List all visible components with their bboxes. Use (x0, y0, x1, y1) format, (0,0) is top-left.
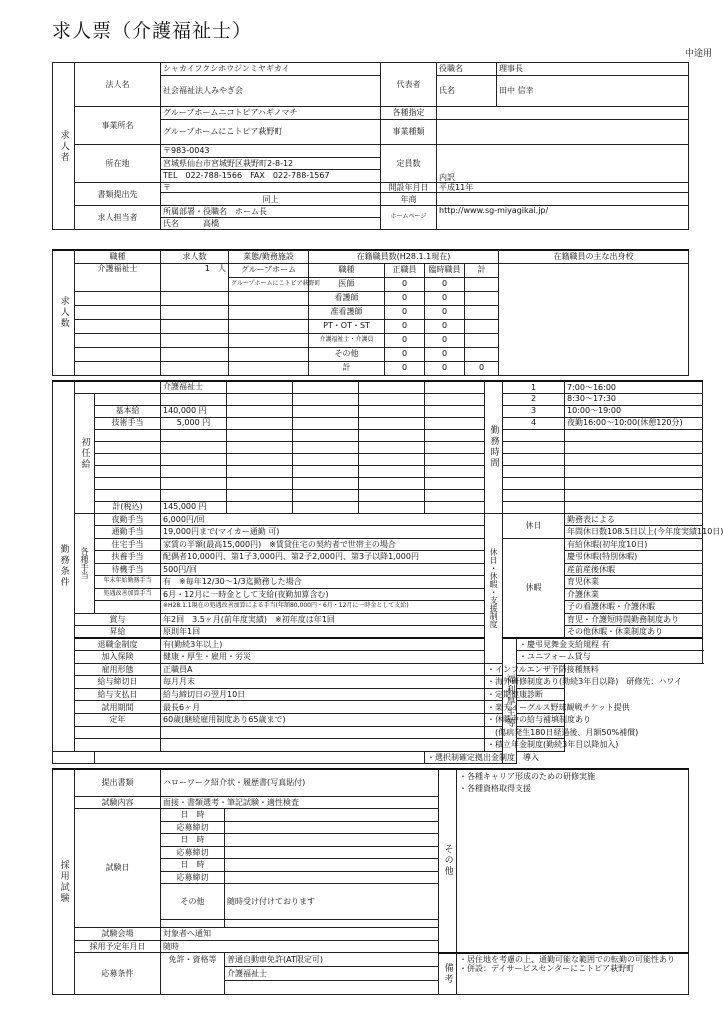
start-value: 随時 (161, 940, 439, 953)
capacity-value: 内訳 (437, 145, 689, 183)
staff-row-total (465, 305, 499, 319)
address-label: 所在地 (75, 145, 161, 183)
homepage-link[interactable]: http://www.sg-miyagikai.jp/ (437, 206, 689, 230)
exam-date-row: 応募締切 (161, 871, 225, 884)
welfare-line: ・休職中の給与補填制度あり (485, 714, 565, 727)
exam-date-label: 試験日 (75, 809, 161, 928)
exam-date-row: 日 時 (161, 834, 225, 847)
staff-row-role: 看護師 (309, 291, 385, 305)
shift-no: 2 (503, 393, 565, 405)
tel-fax: TEL 022-788-1566 FAX 022-788-1567 (161, 170, 381, 183)
staff-row-role: 医師 (309, 277, 385, 291)
venue-value: 対象者へ通知 (161, 928, 439, 941)
term-value: 最長6ヶ月 (161, 701, 485, 714)
docs-same: 同上 (161, 193, 381, 206)
hdr-staff: 在籍職員数(H28.1.1現在) (309, 250, 499, 263)
allowance-label: 各種手当 (75, 513, 95, 613)
staff-row-role: 計 (309, 361, 385, 375)
page-title: 求人票（介護福祉士） (52, 20, 253, 42)
skill-pay-label: 技術手当 (95, 417, 161, 429)
recruit-section-label: 求人数 (53, 250, 75, 375)
designation-value (437, 107, 689, 120)
term-label: 雇用形態 (75, 663, 161, 676)
term-label: 定年 (75, 714, 161, 727)
allowance-item-value: 6月・12月に一時金として支給(夜勤加算含む) (161, 588, 485, 601)
corp-label: 法人名 (75, 63, 161, 107)
staff-row-total: 0 (465, 361, 499, 375)
hdr-origin: 在籍職員の主な出身校 (499, 250, 689, 263)
notes-line: ・居住地を考慮の上、通勤可能な範囲での転勤の可能性あり (459, 954, 675, 964)
holiday-line: 年間休日数108.5日以上(今年度実績110日) (565, 526, 703, 539)
welfare-line: ・海外研修制度あり(勤続3年目以降) 研修先：ハワイ (485, 676, 565, 689)
conditions-section (52, 380, 724, 764)
term-value: 健康・厚生・雇用・労災 (161, 651, 485, 664)
notes-line: ・併設：デイサービスセンターにこトピア萩野町 (459, 963, 635, 973)
raise-label: 昇給 (75, 626, 161, 639)
homepage-label: ホームページ (381, 206, 437, 230)
exam-label: 試験内容 (75, 796, 161, 809)
exam-date-row: 応募締切 (161, 846, 225, 859)
holiday-line: 勤務表による (565, 513, 703, 526)
exam-other-value: 随時受け付けております (225, 884, 439, 920)
address-line: 宮城県仙台市宮城野区萩野町2-8-12 (161, 158, 381, 170)
pay-total: 145,000 円 (161, 501, 227, 513)
rep-title-label: 役職名 (437, 63, 497, 76)
recruit-count: 1 人 (161, 263, 229, 291)
leave-line: 育児休業 (565, 576, 703, 589)
staff-row-full: 0 (385, 305, 425, 319)
founded-value: 平成11年 (437, 183, 689, 193)
staff-col-total: 計 (465, 263, 499, 277)
staff-row-total (465, 291, 499, 305)
business-label: 事業種類 (381, 120, 437, 145)
allowance-item-label: 扶養手当 (95, 551, 161, 564)
bonus-label: 賞与 (75, 613, 161, 626)
office-label: 事業所名 (75, 107, 161, 145)
other-right-line: ・各種資格取得支援 (459, 784, 531, 794)
other-right-label: その他 (439, 769, 457, 953)
staff-row-part: 0 (425, 347, 465, 361)
base-pay-label: 基本給 (95, 405, 161, 417)
pay-job-col: 介護福祉士 (161, 381, 227, 393)
welfare-label: 福利厚生等 (503, 638, 517, 764)
hdr-job: 職種 (75, 250, 161, 263)
docs-submit-label: 提出書類 (75, 769, 161, 796)
staff-row-role: 介護福祉士・介護員 (309, 333, 385, 347)
rep-name: 田中 信幸 (497, 76, 689, 107)
license-line: 介護福祉士 (225, 967, 439, 981)
exam-date-row: 応募締切 (161, 821, 225, 834)
staff-row-part: 0 (425, 319, 465, 333)
allowance-item-label: 通勤手当 (95, 526, 161, 539)
base-pay: 140,000 円 (161, 405, 227, 417)
skill-pay: 5,000 円 (161, 417, 227, 429)
leave-line: 産前産後休暇 (565, 563, 703, 576)
staff-row-full: 0 (385, 347, 425, 361)
corp-name: 社会福祉法人みやぎ会 (161, 76, 381, 107)
term-value: 正職員A (161, 663, 485, 676)
facility-name: グループホームにこトピア萩野町 (229, 277, 309, 291)
postal-code: 〒983-0043 (161, 145, 381, 158)
term-value: 給与締切日の翌月10日 (161, 688, 485, 701)
corp-kana: シャカイフクシホウジンミヤギカイ (161, 63, 381, 76)
leave-line: その他休暇・休業制度あり (565, 626, 703, 639)
sales-label: 年商 (381, 193, 437, 206)
exam-date-row: 日 時 (161, 859, 225, 872)
term-label: 給与締切日 (75, 676, 161, 689)
staff-row-full: 0 (385, 319, 425, 333)
staff-row-role: 准看護師 (309, 305, 385, 319)
contact-dept: 所属部署・役職名 ホーム長 (161, 206, 381, 218)
welfare-line: ・ユニフォーム貸与 (517, 651, 703, 664)
selection-section-label: 採用試験 (53, 769, 75, 995)
company-section (52, 62, 689, 230)
docs-submit-value: ハローワーク紹介状・履歴書(写真貼付) (161, 769, 439, 796)
shift-time: 夜勤16:00〜10:00(休憩120分) (565, 417, 703, 429)
contact-label: 求人担当者 (75, 206, 161, 230)
pay-total-label: 計(税込) (95, 501, 161, 513)
facility-type: グループホーム (229, 263, 309, 277)
staff-col-part: 臨時職員 (425, 263, 465, 277)
allowance-note: ※H28.1.1現在の処遇改善加算による手当(年額80,000円・6月・12月に一時金として支給) (161, 601, 485, 614)
shift-time: 8:30〜17:30 (565, 393, 703, 405)
staff-col-full: 正職員 (385, 263, 425, 277)
docs-label: 書類提出先 (75, 183, 161, 206)
selection-section (52, 768, 689, 995)
allowance-item-label: 待機手当 (95, 563, 161, 576)
allowance-item-value: 6,000円/回 (161, 513, 485, 526)
exam-date-row: 日 時 (161, 809, 225, 822)
staff-row-role: その他 (309, 347, 385, 361)
other-right-line: ・各種キャリア形成のための研修実施 (459, 772, 595, 781)
staff-row-full: 0 (385, 277, 425, 291)
staff-row-role: PT・OT・ST (309, 319, 385, 333)
allowance-item-label: 処遇改善加算手当 (95, 588, 161, 601)
license-line: 普通自動車免許(AT限定可) (225, 953, 439, 967)
designation-label: 各種指定 (381, 107, 437, 120)
allowance-item-value: 19,000円まで(マイカー通勤 可) (161, 526, 485, 539)
leave-line: 慶弔休暇(特別休暇) (565, 551, 703, 564)
term-value: 毎月月末 (161, 676, 485, 689)
welfare-line: (傷病発生180日経過後、月額50%補償) (485, 726, 565, 739)
holiday-label: 休日・休暇・支援制度 (485, 513, 503, 663)
welfare-line: ・楽天イーグルス野球観戦チケット提供 (485, 701, 565, 714)
notes-label: 備考 (439, 953, 457, 995)
hdr-count: 求人数 (161, 250, 229, 263)
allowance-item-value: 有 ※毎年12/30〜1/3迄勤務した場合 (161, 576, 485, 589)
staff-col-role: 職種 (309, 263, 385, 277)
exam-value: 面接・書類選考・筆記試験・適性検査 (161, 796, 439, 809)
leave-line: 介護休業 (565, 588, 703, 601)
founded-label: 開設年月日 (381, 183, 437, 193)
contact-name: 氏名 高橋 (161, 218, 381, 230)
rep-label: 代表者 (381, 63, 437, 107)
staff-row-total (465, 277, 499, 291)
shift-time: 7:00〜16:00 (565, 381, 703, 393)
shift-no: 3 (503, 405, 565, 417)
rep-name-label: 氏名 (437, 76, 497, 107)
holiday-sub: 休日 (503, 513, 565, 538)
term-label: 試用期間 (75, 701, 161, 714)
notes-box (457, 953, 689, 995)
worktime-label: 勤務時間 (485, 381, 503, 513)
office-kana: グループホームニコトピアハギノマチ (161, 107, 381, 120)
leave-sub: 休暇 (503, 538, 565, 638)
term-label: 給与支払日 (75, 688, 161, 701)
welfare-line: ・インフルエンザ予防接種無料 (485, 663, 565, 676)
conditions-section-label: 勤務条件 (53, 381, 75, 751)
allowance-item-label: 住宅手当 (95, 538, 161, 551)
staff-row-full: 0 (385, 361, 425, 375)
term-label: 加入保険 (75, 651, 161, 664)
requirement-label: 応募条件 (75, 953, 161, 995)
start-label: 採用予定年月日 (75, 940, 161, 953)
origin-school (499, 263, 689, 375)
allowance-item-value: 家賃の半額(最高15,000円) ※賃貸住宅の契約者で世帯主の場合 (161, 538, 485, 551)
shift-no: 4 (503, 417, 565, 429)
shift-time: 10:00〜19:00 (565, 405, 703, 417)
bonus-value: 年2回 3.5ヶ月(前年度実績) ※初年度は年1回 (161, 613, 485, 626)
office-name: グループホームにこトピア萩野町 (161, 120, 381, 145)
term-label: 退職金制度 (75, 638, 161, 651)
welfare-line: ・定期健康診断 (485, 688, 565, 701)
staff-row-full: 0 (385, 333, 425, 347)
welfare-line: ・慶弔見舞金支給規程 有 (517, 638, 703, 651)
staff-row-full: 0 (385, 291, 425, 305)
capacity-label: 定員数 (381, 145, 437, 183)
shift-no: 1 (503, 381, 565, 393)
allowance-item-value: 500円/回 (161, 563, 485, 576)
hdr-facility: 業態/勤務施設 (229, 250, 309, 263)
rep-title: 理事長 (497, 63, 689, 76)
staff-row-part: 0 (425, 305, 465, 319)
allowance-item-label: 夜勤手当 (95, 513, 161, 526)
welfare-line: ・積立年金制度(勤続3年目以降加入) (485, 739, 565, 752)
sales-value (437, 193, 689, 206)
business-value (437, 120, 689, 145)
docs-postal: 〒 (161, 183, 381, 193)
recruit-section (52, 249, 689, 376)
staff-row-total (465, 319, 499, 333)
term-value: 有(勤続3年以上) (161, 638, 485, 651)
leave-line: 育児・介護短時間勤務制度あり (565, 613, 703, 626)
allowance-item-label: 年末年始勤務手当 (95, 576, 161, 589)
license-label: 免許・資格等 (161, 953, 225, 995)
venue-label: 試験会場 (75, 928, 161, 941)
company-section-label: 求人者 (53, 63, 75, 230)
leave-line: 有給休暇(初年度10日) (565, 538, 703, 551)
staff-row-part: 0 (425, 361, 465, 375)
staff-row-part: 0 (425, 277, 465, 291)
staff-row-part: 0 (425, 333, 465, 347)
welfare-line: ・選択制確定拠出金制度 導入 (425, 751, 517, 764)
staff-row-total (465, 333, 499, 347)
other-right-box (457, 769, 689, 953)
leave-line: 子の看護休暇・介護休暇 (565, 601, 703, 614)
recruit-job: 介護福祉士 (75, 263, 161, 291)
raise-value: 原則年1回 (161, 626, 485, 639)
allowance-item-value: 配偶者10,000円、第1子3,000円、第2子2,000円、第3子以降1,000円 (161, 551, 485, 564)
staff-row-total (465, 347, 499, 361)
form-kind-label: 中途用 (684, 49, 712, 59)
exam-other-label: その他 (161, 884, 225, 920)
staff-row-part: 0 (425, 291, 465, 305)
term-value: 60歳(継続雇用制度あり65歳まで) (161, 714, 485, 727)
starting-pay-label: 初任給 (75, 393, 95, 513)
